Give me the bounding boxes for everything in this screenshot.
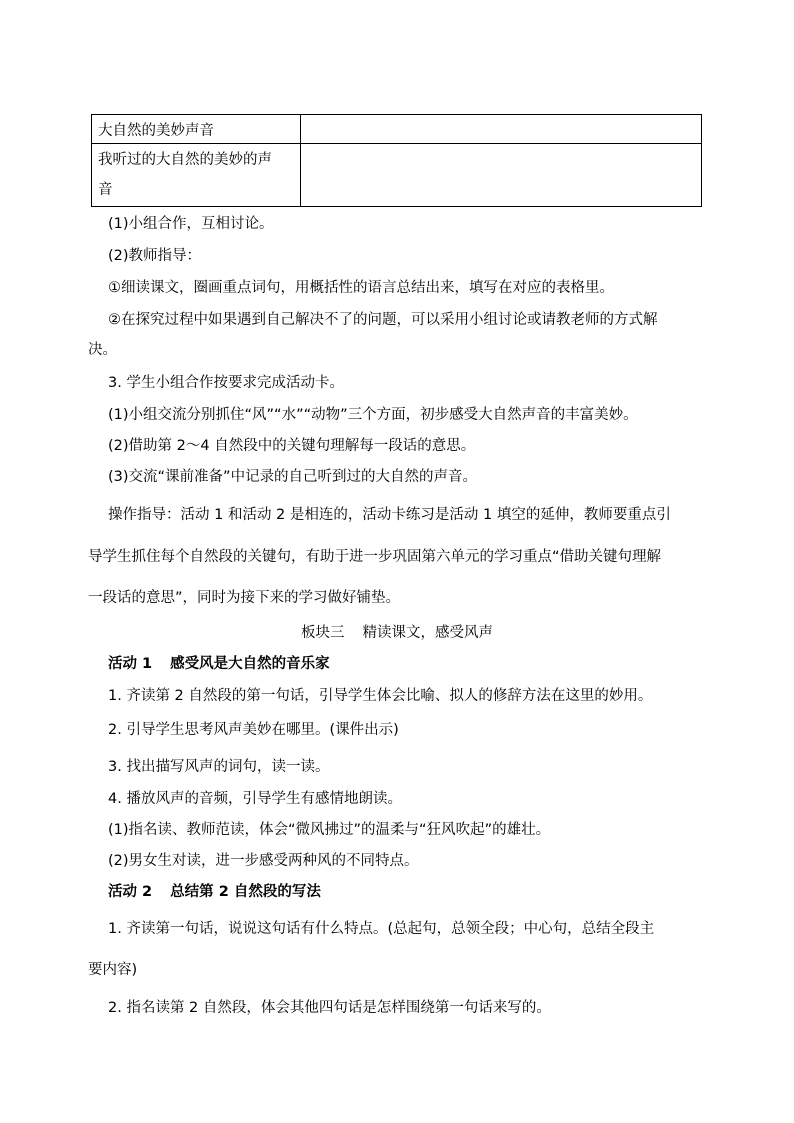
table-cell-label: 大自然的美妙声音 bbox=[92, 115, 301, 144]
activity2-item1-line1: 1. 齐读第一句话，说说这句话有什么特点。(总起句，总领全段；中心句，总结全段主 bbox=[108, 921, 655, 937]
section-heading-label: 板块三 bbox=[301, 625, 345, 641]
sound-record-table bbox=[91, 114, 702, 207]
paragraph-group-work: (1)小组合作，互相讨论。 bbox=[108, 216, 274, 232]
operation-guide-line2: 导学生抓住每个自然段的关键句，有助于进一步巩固第六单元的学习重点“借助关键句理解 bbox=[88, 549, 662, 565]
paragraph-key-sentences: (2)借助第 2～4 自然段中的关键句理解每一段话的意思。 bbox=[108, 438, 476, 454]
paragraph-three-aspects: (1)小组交流分别抓住“风”“水”“动物”三个方面，初步感受大自然声音的丰富美妙。 bbox=[108, 407, 638, 423]
activity1-item: (1)指名读、教师范读，体会“微风拂过”的温柔与“狂风吹起”的雄壮。 bbox=[108, 822, 551, 838]
paragraph-problem-line1: ②在探究过程中如果遇到自己解决不了的问题，可以采用小组讨论或请教老师的方式解 bbox=[108, 312, 658, 328]
activity2-item2: 2. 指名读第 2 自然段，体会其他四句话是怎样围绕第一句话来写的。 bbox=[108, 1000, 551, 1016]
activity1-item: 3. 找出描写风声的词句，读一读。 bbox=[108, 759, 330, 775]
activity2-item1-line2: 要内容) bbox=[88, 962, 138, 978]
activity1-item: 2. 引导学生思考风声美妙在哪里。(课件出示) bbox=[108, 722, 399, 738]
table-row bbox=[92, 115, 702, 144]
activity1-title: 感受风是大自然的音乐家 bbox=[170, 656, 330, 672]
paragraph-share-sounds: (3)交流“课前准备”中记录的自己听到过的大自然的声音。 bbox=[108, 469, 478, 485]
table-cell-label-line1: 我听过的大自然的美妙的声 bbox=[98, 152, 272, 168]
activity1-item: 1. 齐读第 2 自然段的第一句话，引导学生体会比喻、拟人的修辞方法在这里的妙用。 bbox=[108, 688, 653, 704]
operation-guide-line1: 操作指导：活动 1 和活动 2 是相连的，活动卡练习是活动 1 填空的延伸，教师要重点引 bbox=[108, 507, 671, 523]
activity2-heading bbox=[108, 882, 748, 902]
activity1-label: 活动 1 bbox=[108, 656, 153, 672]
table-cell-label-line2: 音 bbox=[98, 182, 113, 198]
paragraph-activity-card: 3. 学生小组合作按要求完成活动卡。 bbox=[108, 375, 344, 391]
activity2-title: 总结第 2 自然段的写法 bbox=[170, 884, 321, 900]
table-cell-answer bbox=[301, 144, 702, 207]
activity2-label: 活动 2 bbox=[108, 884, 153, 900]
section-heading bbox=[0, 623, 794, 643]
table-cell-label bbox=[92, 144, 301, 207]
paragraph-read-text: ①细读课文，圈画重点词句，用概括性的语言总结出来，填写在对应的表格里。 bbox=[108, 280, 614, 296]
operation-guide-line3: 一段话的意思”，同时为接下来的学习做好铺垫。 bbox=[88, 590, 401, 606]
activity1-item: 4. 播放风声的音频，引导学生有感情地朗读。 bbox=[108, 791, 402, 807]
activity1-heading bbox=[108, 654, 748, 674]
paragraph-teacher-guide: (2)教师指导： bbox=[108, 248, 202, 264]
paragraph-problem-line2: 决。 bbox=[88, 342, 117, 358]
section-heading-title: 精读课文，感受风声 bbox=[362, 625, 493, 641]
table-cell-answer bbox=[301, 115, 702, 144]
activity1-item: (2)男女生对读，进一步感受两种风的不同特点。 bbox=[108, 853, 419, 869]
table-row bbox=[92, 144, 702, 207]
